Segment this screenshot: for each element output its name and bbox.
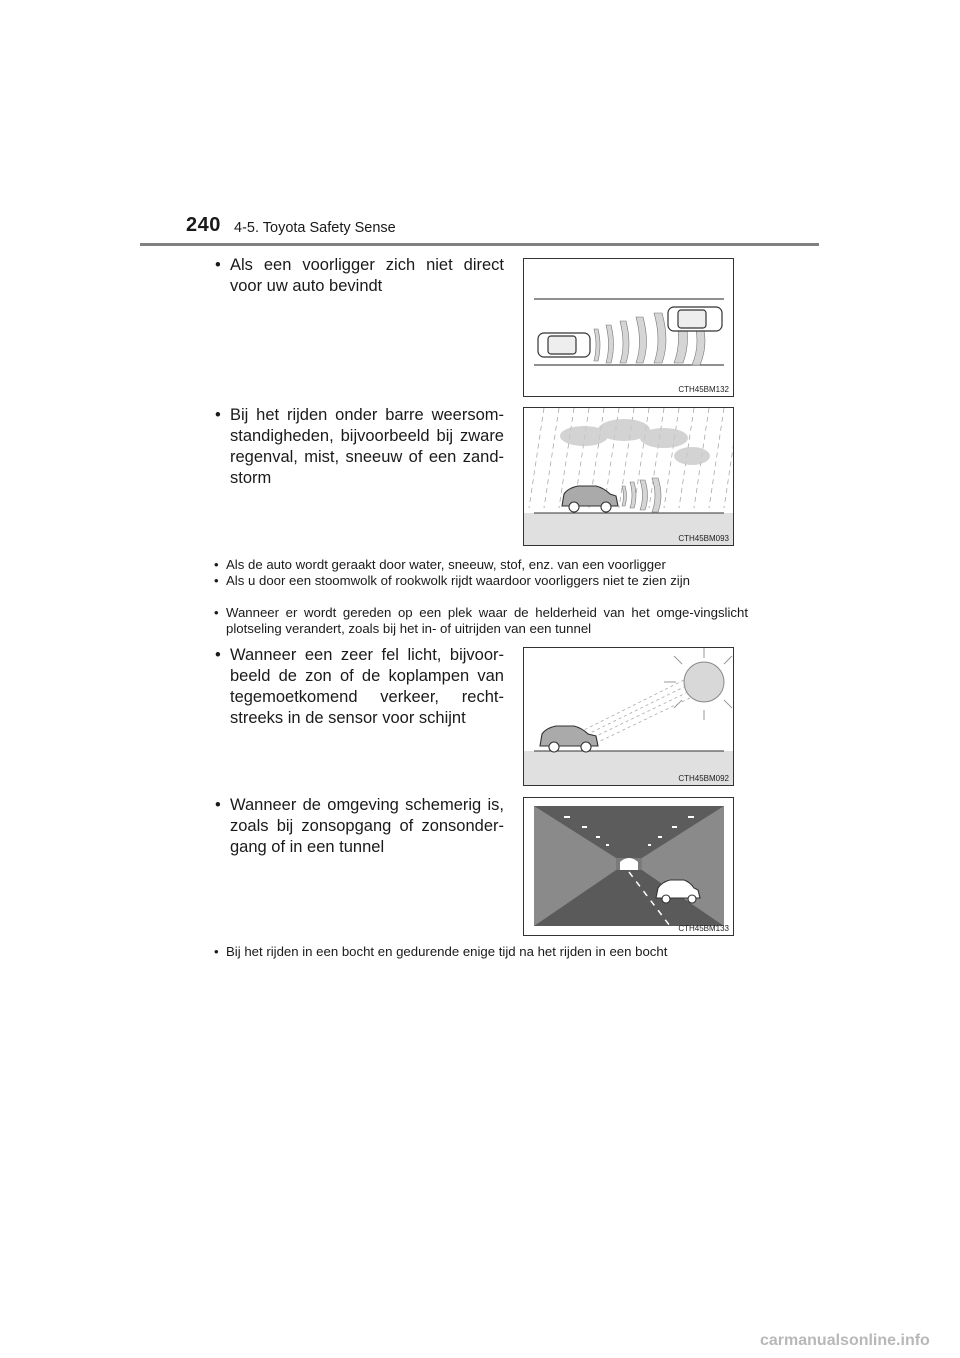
bullet: • — [214, 605, 219, 620]
figure-code: CTH45BM132 — [678, 385, 729, 394]
condition-text: Wanneer de omgeving schemerig is, zoals bij zonsopgang of zonsonder-gang of in een tunnel — [230, 796, 504, 856]
condition-text: Bij het rijden onder barre weersom-standigheden, bijvoorbeeld bij zware regenval, mist, sneeuw of een zand-storm — [230, 406, 504, 487]
condition-item-offset-vehicle — [215, 255, 504, 297]
note-item: • Als u door een stoomwolk of rookwolk rijdt waardoor voorliggers niet te zien zijn — [214, 573, 690, 588]
bullet: • — [215, 646, 221, 664]
figure-bad-weather — [523, 407, 734, 546]
offset-vehicle-illustration — [524, 259, 733, 396]
page-number: 240 — [186, 214, 221, 236]
section-title: 4-5. Toyota Safety Sense — [234, 220, 396, 236]
note-item: • Bij het rijden in een bocht en gedurende enige tijd na het rijden in een bocht — [214, 944, 668, 959]
note-item: • Als de auto wordt geraakt door water, sneeuw, stof, enz. van een voorligger — [214, 557, 666, 572]
figure-code: CTH45BM093 — [678, 534, 729, 543]
bullet: • — [214, 944, 219, 959]
bullet: • — [214, 557, 219, 572]
figure-offset-vehicle — [523, 258, 734, 397]
bullet: • — [214, 573, 219, 588]
figure-code: CTH45BM092 — [678, 774, 729, 783]
rain-fog-illustration — [524, 408, 733, 545]
bullet: • — [215, 256, 221, 274]
header-divider — [140, 243, 819, 246]
bullet: • — [215, 406, 221, 424]
condition-text: Als een voorligger zich niet direct voor uw auto bevindt — [230, 256, 504, 295]
condition-item-dim-light — [215, 795, 504, 858]
figure-bright-light — [523, 647, 734, 786]
figure-tunnel — [523, 797, 734, 936]
condition-item-bad-weather — [215, 405, 504, 489]
condition-item-bright-light — [215, 645, 504, 729]
figure-code: CTH45BM133 — [678, 924, 729, 933]
watermark: carmanualsonline.info — [760, 1332, 930, 1349]
bullet: • — [215, 796, 221, 814]
tunnel-illustration — [524, 798, 733, 935]
sun-glare-illustration — [524, 648, 733, 785]
note-item: • Wanneer er wordt gereden op een plek waar de helderheid van het omge-vingslicht plotseling verandert, zoals bij het in- of uitrijden van een tunnel — [214, 605, 748, 636]
condition-text: Wanneer een zeer fel licht, bijvoor-beeld de zon of de koplampen van tegemoetkomend verkeer, recht-streeks in de sensor voor schijnt — [230, 646, 504, 727]
